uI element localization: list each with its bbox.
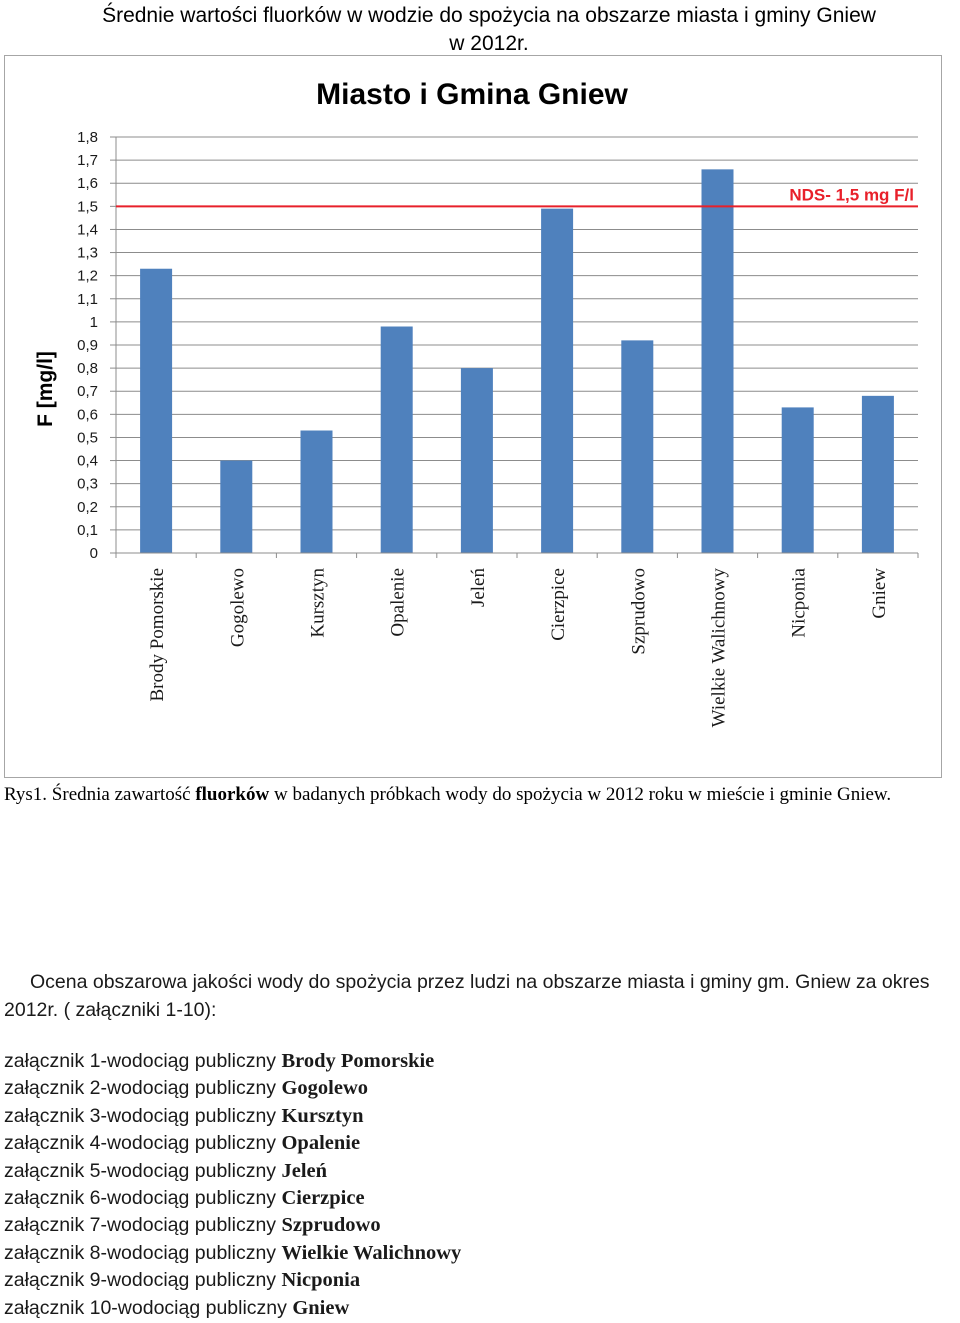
figure-caption bbox=[4, 781, 956, 808]
x-tick-label: Kursztyn bbox=[307, 568, 329, 638]
heading-line-1: Średnie wartości fluorków w wodzie do spożycia na obszarze miasta i gminy Gniew bbox=[102, 4, 876, 27]
assessment-paragraph bbox=[4, 968, 956, 1024]
attachment-place: Nicponia bbox=[281, 1269, 361, 1292]
x-tick-label: Opalenie bbox=[387, 568, 409, 637]
y-tick-label: 0,2 bbox=[77, 498, 98, 516]
bar bbox=[381, 327, 413, 553]
list-item bbox=[4, 1075, 956, 1102]
attachment-label: załącznik 6-wodociąg publiczny bbox=[4, 1187, 282, 1210]
bar bbox=[782, 407, 814, 553]
x-tick-label: Gogolewo bbox=[227, 568, 249, 648]
attachment-place: Brody Pomorskie bbox=[281, 1050, 435, 1072]
x-tick-label: Wielkie Walichnowy bbox=[708, 568, 730, 728]
bar bbox=[621, 340, 653, 553]
attachment-label: załącznik 2-wodociąg publiczny bbox=[4, 1077, 282, 1100]
y-tick-label: 0,5 bbox=[77, 429, 98, 447]
attachment-label: załącznik 1-wodociąg publiczny bbox=[4, 1050, 282, 1072]
list-item bbox=[4, 1240, 956, 1267]
y-tick-label: 1,5 bbox=[77, 198, 98, 216]
attachment-label: załącznik 4-wodociąg publiczny bbox=[4, 1132, 282, 1155]
list-item bbox=[4, 1295, 956, 1322]
x-tick-label: Nicponia bbox=[788, 568, 810, 638]
y-tick-label: 0,3 bbox=[77, 475, 98, 493]
y-tick-label: 1,7 bbox=[77, 152, 98, 170]
y-tick-label: 0,8 bbox=[77, 360, 98, 378]
attachment-place: Szprudowo bbox=[281, 1214, 381, 1237]
y-axis-label: F [mg/l] bbox=[34, 351, 57, 427]
y-tick-label: 0,9 bbox=[77, 337, 98, 354]
bar bbox=[702, 169, 734, 553]
caption-suffix: w badanych próbkach wody do spożycia w 2012 roku w mieście i gminie Gniew. bbox=[269, 784, 892, 805]
bar bbox=[461, 368, 493, 553]
nds-reference-label: NDS- 1,5 mg F/l bbox=[789, 185, 914, 205]
y-tick-label: 0,1 bbox=[77, 521, 98, 539]
list-item bbox=[4, 1212, 956, 1239]
y-tick-label: 1 bbox=[89, 313, 98, 331]
x-tick-label: Brody Pomorskie bbox=[147, 568, 169, 702]
bar bbox=[220, 461, 252, 553]
attachment-label: załącznik 5-wodociąg publiczny bbox=[4, 1159, 282, 1182]
attachment-place: Wielkie Walichnowy bbox=[281, 1241, 462, 1264]
x-tick-label: Gniew bbox=[868, 568, 890, 619]
attachment-label: załącznik 9-wodociąg publiczny bbox=[4, 1269, 282, 1292]
y-tick-label: 0 bbox=[89, 545, 98, 562]
y-tick-label: 1,4 bbox=[77, 221, 98, 239]
list-item bbox=[4, 1048, 956, 1075]
y-tick-label: 1,1 bbox=[77, 290, 98, 308]
attachment-place: Kursztyn bbox=[281, 1104, 364, 1127]
attachment-place: Gniew bbox=[292, 1296, 350, 1319]
attachment-label: załącznik 3-wodociąg publiczny bbox=[4, 1104, 282, 1127]
list-item bbox=[4, 1103, 956, 1130]
list-item bbox=[4, 1158, 956, 1185]
caption-prefix: Rys1. Średnia zawartość bbox=[4, 784, 196, 805]
attachment-place: Opalenie bbox=[281, 1132, 361, 1155]
y-tick-label: 1,2 bbox=[77, 267, 98, 285]
y-tick-label: 1,3 bbox=[77, 244, 98, 262]
attachments-list bbox=[4, 1048, 956, 1322]
attachment-label: załącznik 7-wodociąg publiczny bbox=[4, 1214, 282, 1237]
bar bbox=[140, 269, 172, 553]
bar bbox=[301, 431, 333, 553]
attachment-place: Cierzpice bbox=[281, 1187, 365, 1210]
y-tick-label: 1,6 bbox=[77, 175, 98, 193]
attachment-label: załącznik 8-wodociąg publiczny bbox=[4, 1241, 282, 1264]
attachment-label: załącznik 10-wodociąg publiczny bbox=[4, 1296, 293, 1319]
chart-title: Miasto i Gmina Gniew bbox=[316, 78, 628, 111]
y-tick-label: 1,8 bbox=[77, 129, 98, 146]
assessment-text: Ocena obszarowa jakości wody do spożycia przez ludzi na obszarze miasta i gminy gm. Gniew za okres 2012r. ( załączniki 1-10): bbox=[4, 971, 930, 1021]
attachment-place: Jeleń bbox=[281, 1159, 328, 1182]
list-item bbox=[4, 1267, 956, 1294]
x-tick-label: Cierzpice bbox=[548, 568, 570, 641]
bar bbox=[541, 209, 573, 553]
list-item bbox=[4, 1185, 956, 1212]
list-item bbox=[4, 1130, 956, 1157]
attachment-place: Gogolewo bbox=[281, 1077, 369, 1100]
y-tick-label: 0,7 bbox=[77, 383, 98, 401]
heading-line-2: w 2012r. bbox=[449, 32, 529, 55]
bar bbox=[862, 396, 894, 553]
x-tick-label: Jeleń bbox=[467, 568, 489, 608]
x-tick-label: Szprudowo bbox=[628, 568, 650, 655]
caption-bold: fluorków bbox=[195, 784, 270, 805]
y-tick-label: 0,6 bbox=[77, 406, 98, 424]
y-tick-label: 0,4 bbox=[77, 452, 98, 470]
